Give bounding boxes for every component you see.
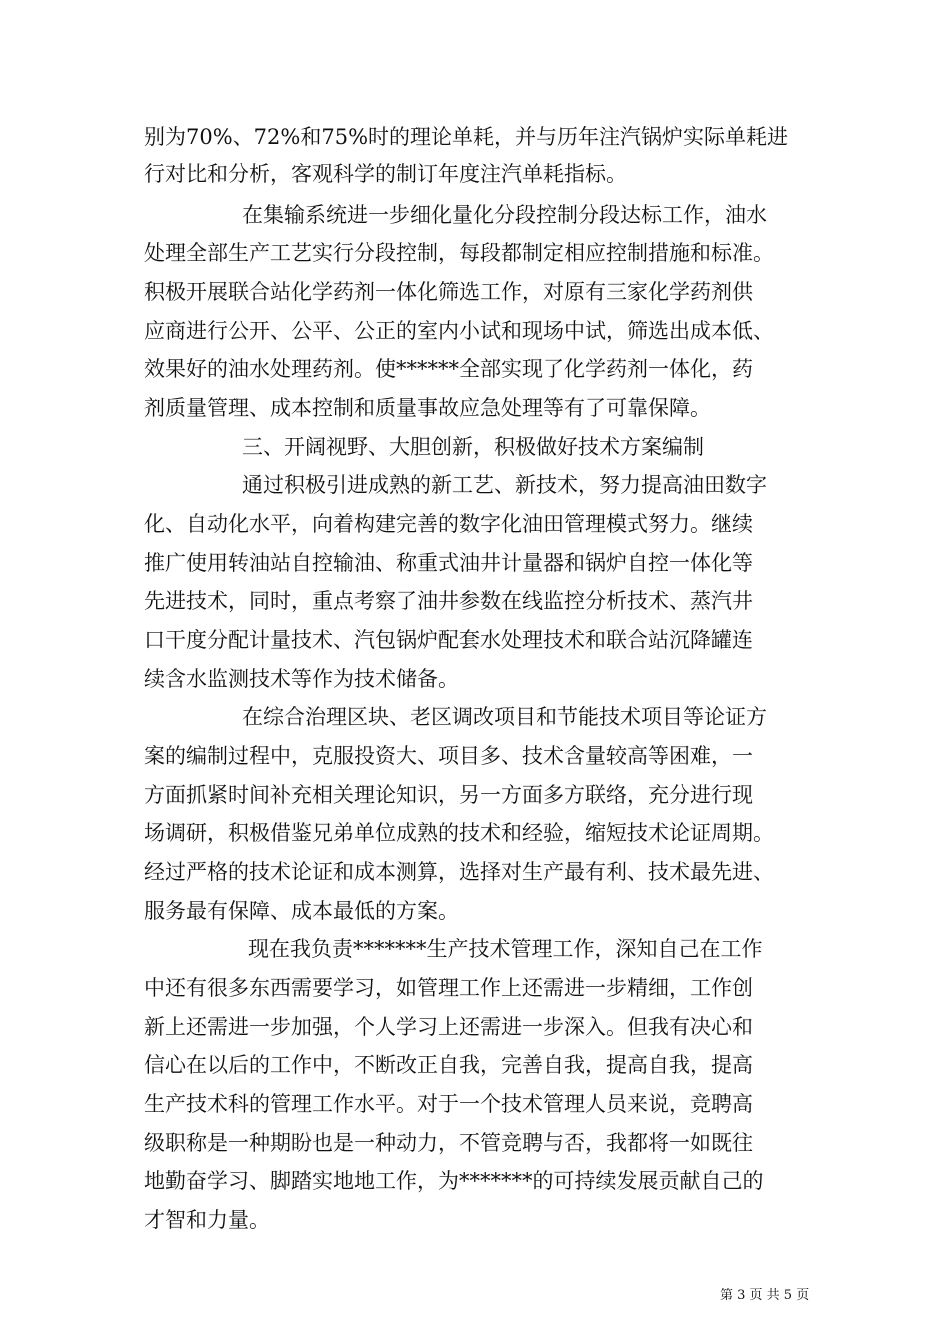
paragraph-start-line: 在综合治理区块、老区调改项目和节能技术项目等论证方 [242, 705, 767, 729]
text-line: 信心在以后的工作中，不断改正自我，完善自我，提高自我，提高 [144, 1053, 753, 1077]
text-line: 行对比和分析，客观科学的制订年度注汽单耗指标。 [144, 162, 627, 186]
text-line: 方面抓紧时间补充相关理论知识，另一方面多方联络，充分进行现 [144, 783, 753, 807]
text-line: 口干度分配计量技术、汽包锅炉配套水处理技术和联合站沉降罐连 [144, 628, 753, 652]
text-line: 才智和力量。 [144, 1208, 270, 1232]
text-line: 经过严格的技术论证和成本测算，选择对生产最有利、技术最先进、 [144, 860, 774, 884]
text-line: 服务最有保障、成本最低的方案。 [144, 899, 459, 923]
text-line: 生产技术科的管理工作水平。对于一个技术管理人员来说，竞聘高 [144, 1092, 753, 1116]
text-line: 处理全部生产工艺实行分段控制，每段都制定相应控制措施和标准。 [144, 241, 774, 265]
text-line: 剂质量管理、成本控制和质量事故应急处理等有了可靠保障。 [144, 396, 711, 420]
text-line: 案的编制过程中，克服投资大、项目多、技术含量较高等困难，一 [144, 744, 753, 768]
text-line: 级职称是一种期盼也是一种动力，不管竞聘与否，我都将一如既往 [144, 1131, 753, 1155]
text-line: 中还有很多东西需要学习，如管理工作上还需进一步精细，工作创 [144, 976, 753, 1000]
text-line: 化、自动化水平，向着构建完善的数字化油田管理模式努力。继续 [144, 512, 753, 536]
text-line: 场调研，积极借鉴兄弟单位成熟的技术和经验，缩短技术论证周期。 [144, 821, 774, 845]
page-number-footer: 第 3 页 共 5 页 [720, 1288, 810, 1303]
text-line: 别为70%、72%和75%时的理论单耗，并与历年注汽锅炉实际单耗进 [144, 125, 789, 149]
text-line: 续含水监测技术等作为技术储备。 [144, 667, 459, 691]
text-line: 应商进行公开、公平、公正的室内小试和现场中试，筛选出成本低、 [144, 319, 774, 343]
section-heading: 三、开阔视野、大胆创新，积极做好技术方案编制 [242, 435, 704, 459]
paragraph-start-line: 通过积极引进成熟的新工艺、新技术，努力提高油田数字 [242, 473, 767, 497]
text-line: 先进技术，同时，重点考察了油井参数在线监控分析技术、蒸汽井 [144, 589, 753, 613]
text-line: 新上还需进一步加强，个人学习上还需进一步深入。但我有决心和 [144, 1015, 753, 1039]
paragraph-start-line: 现在我负责*******生产技术管理工作，深知自己在工作 [248, 937, 763, 961]
text-line: 积极开展联合站化学药剂一体化筛选工作，对原有三家化学药剂供 [144, 280, 753, 304]
text-line: 地勤奋学习、脚踏实地地工作，为*******的可持续发展贡献自己的 [144, 1169, 764, 1193]
text-line: 效果好的油水处理药剂。使******全部实现了化学药剂一体化，药 [144, 357, 753, 381]
paragraph-start-line: 在集输系统进一步细化量化分段控制分段达标工作，油水 [242, 203, 767, 227]
text-line: 推广使用转油站自控输油、称重式油井计量器和锅炉自控一体化等 [144, 551, 753, 575]
